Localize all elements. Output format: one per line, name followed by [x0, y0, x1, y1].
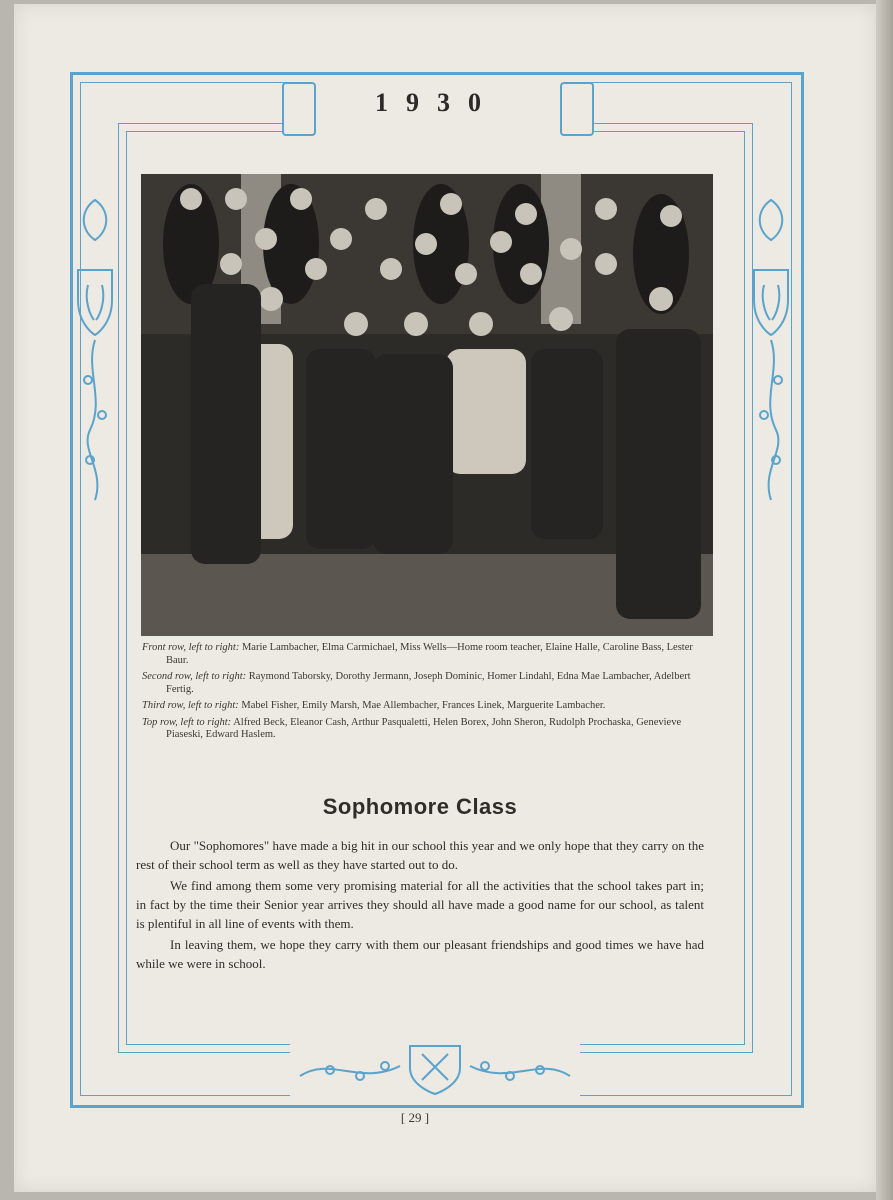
- page-number: [ 29 ]: [400, 1110, 430, 1125]
- caption-second-row: Second row, left to right: Raymond Taborsky, Dorothy Jermann, Joseph Dominic, Homer Lindahl, Edna Mae Lambacher, Adelbert Fertig.: [142, 671, 691, 695]
- caption-top-row: Top row, left to right: Alfred Beck, Eleanor Cash, Arthur Pasqualetti, Helen Borex, John Sheron, Rudolph Prochaska, Genevieve Piaseski, Edward Haslem.: [142, 716, 682, 740]
- article-paragraph: We find among them some very promising material for all the activities that the school takes part in; in fact by the time their Senior year arrives they should all have made a good name for our school, as talent is plentiful in all line of events with them.: [136, 878, 704, 931]
- article-title: Sophomore Class: [322, 794, 518, 819]
- bottom-shield-ornament: [290, 1036, 580, 1102]
- article-paragraph: Our "Sophomores" have made a big hit in our school this year and we only hope that they carry on the rest of their school term as well as they have started out to do.: [136, 838, 704, 872]
- article-body: [136, 836, 704, 975]
- article-paragraph: In leaving them, we hope they carry with them our pleasant friendships and good times we have had while we were in school.: [136, 937, 704, 971]
- photo-caption: [142, 642, 708, 746]
- caption-front-row: Front row, left to right: Marie Lambacher, Elma Carmichael, Miss Wells—Home room teacher, Elaine Halle, Caroline Bass, Lester Baur.: [142, 642, 693, 666]
- page-edge: [876, 0, 893, 1200]
- caption-third-row: Third row, left to right: Mabel Fisher, Emily Marsh, Mae Allembacher, Frances Linek, Marguerite Lambacher.: [142, 700, 606, 711]
- left-crest-ornament: [70, 190, 120, 520]
- right-crest-ornament: [746, 190, 796, 520]
- page-year: 1930: [375, 88, 499, 117]
- class-photograph: [141, 174, 713, 636]
